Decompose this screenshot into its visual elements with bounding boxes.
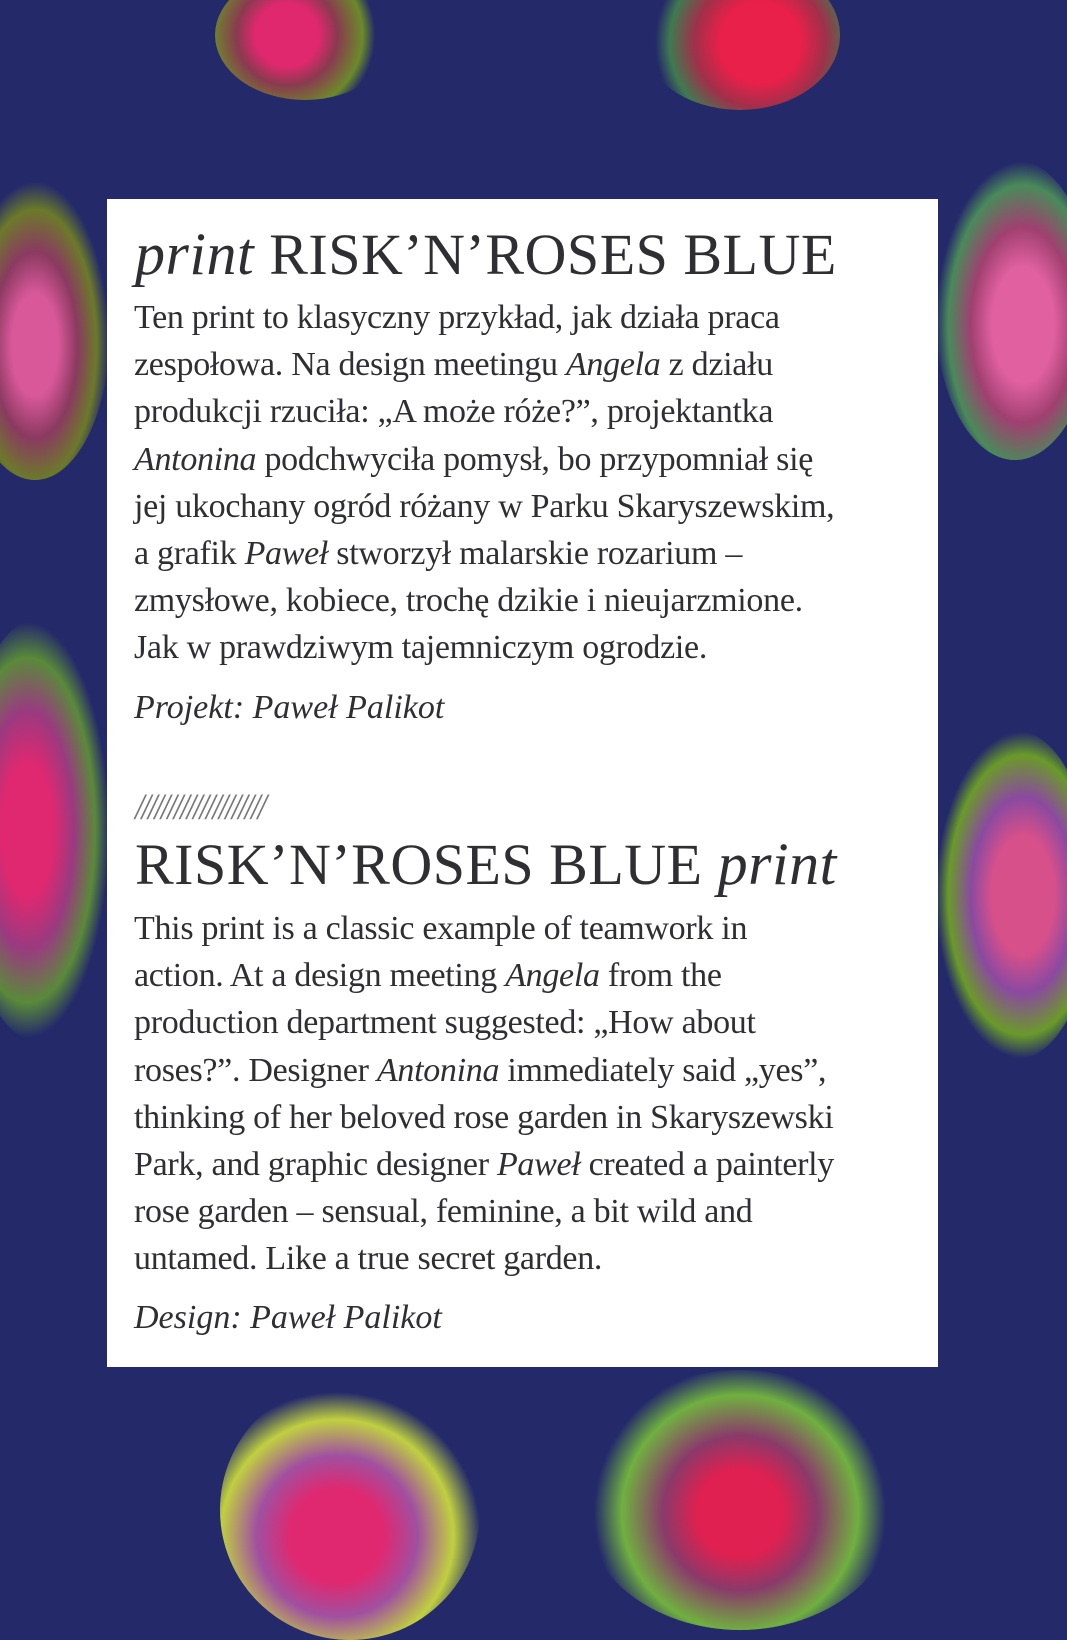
body-line [134, 1047, 834, 1094]
body-line [134, 1188, 834, 1235]
text-segment: produkcji rzuciła: „A może róże?”, projektantka [134, 393, 774, 431]
body-line [134, 530, 834, 577]
text-segment: created a painterly [580, 1146, 835, 1184]
text-segment: Jak w prawdziwym tajemniczym ogrodzie. [134, 629, 708, 667]
english-body [134, 905, 834, 1283]
body-line [134, 294, 834, 341]
text-segment: This print is a classic example of teamwork in [134, 910, 748, 947]
rose-decoration [0, 180, 110, 480]
text-segment: action. At a design meeting [134, 957, 506, 995]
text-segment: zmysłowe, kobiece, trochę dzikie i nieujarzmione. [134, 582, 803, 620]
title-italic: print [717, 831, 837, 897]
text-segment: z działu [660, 346, 773, 384]
rose-decoration [0, 620, 110, 1040]
text-segment: a grafik [134, 535, 245, 573]
person-name: Paweł [496, 1146, 581, 1184]
body-line [134, 1235, 834, 1282]
rose-decoration [640, 0, 840, 110]
body-line [134, 905, 834, 952]
body-line [134, 436, 834, 483]
body-line [134, 483, 834, 530]
body-line [134, 1141, 834, 1188]
person-name: Antonina [134, 440, 257, 478]
body-line [134, 999, 834, 1046]
title-text: RISK’N’ROSES BLUE [135, 832, 703, 897]
divider: //////////////////// [135, 787, 264, 828]
title-text: RISK’N’ROSES BLUE [269, 222, 837, 287]
body-line [134, 624, 834, 671]
polish-title [135, 221, 837, 287]
text-segment: Ten print to klasyczny przykład, jak działa praca [134, 299, 780, 336]
text-segment: stworzył malarskie rozarium – [328, 535, 743, 573]
english-title [135, 831, 837, 897]
person-name: Angela [565, 346, 661, 384]
rose-decoration [580, 1370, 900, 1630]
text-segment: roses?”. Designer [134, 1051, 377, 1089]
text-segment: Park, and graphic designer [134, 1146, 497, 1184]
text-segment: immediately said „yes”, [499, 1051, 827, 1089]
text-segment: rose garden – sensual, feminine, a bit wild and [134, 1193, 753, 1231]
text-segment: from the [599, 957, 722, 995]
person-name: Antonina [376, 1051, 500, 1089]
rose-decoration [935, 160, 1067, 460]
rose-decoration [935, 730, 1067, 1060]
text-segment: production department suggested: „How about [134, 1004, 756, 1042]
rose-decoration [220, 1380, 480, 1640]
rose-decoration [215, 0, 395, 100]
person-name: Paweł [244, 535, 329, 573]
body-line [134, 388, 834, 435]
text-segment: jej ukochany ogród różany w Parku Skaryszewskim, [134, 487, 835, 525]
text-segment: podchwyciła pomysł, bo przypomniał się [256, 440, 814, 478]
title-italic: print [135, 221, 255, 287]
person-name: Angela [505, 957, 600, 995]
body-line [134, 577, 834, 624]
polish-body [134, 294, 834, 672]
text-segment: untamed. Like a true secret garden. [134, 1240, 603, 1278]
text-card [107, 199, 938, 1367]
text-segment: thinking of her beloved rose garden in Skaryszewski [134, 1098, 834, 1136]
body-line [134, 341, 834, 388]
polish-credit: Projekt: Paweł Palikot [134, 689, 445, 726]
body-line [134, 952, 834, 999]
body-line [134, 1094, 834, 1141]
text-segment: zespołowa. Na design meetingu [134, 346, 566, 384]
english-credit: Design: Paweł Palikot [134, 1299, 442, 1336]
